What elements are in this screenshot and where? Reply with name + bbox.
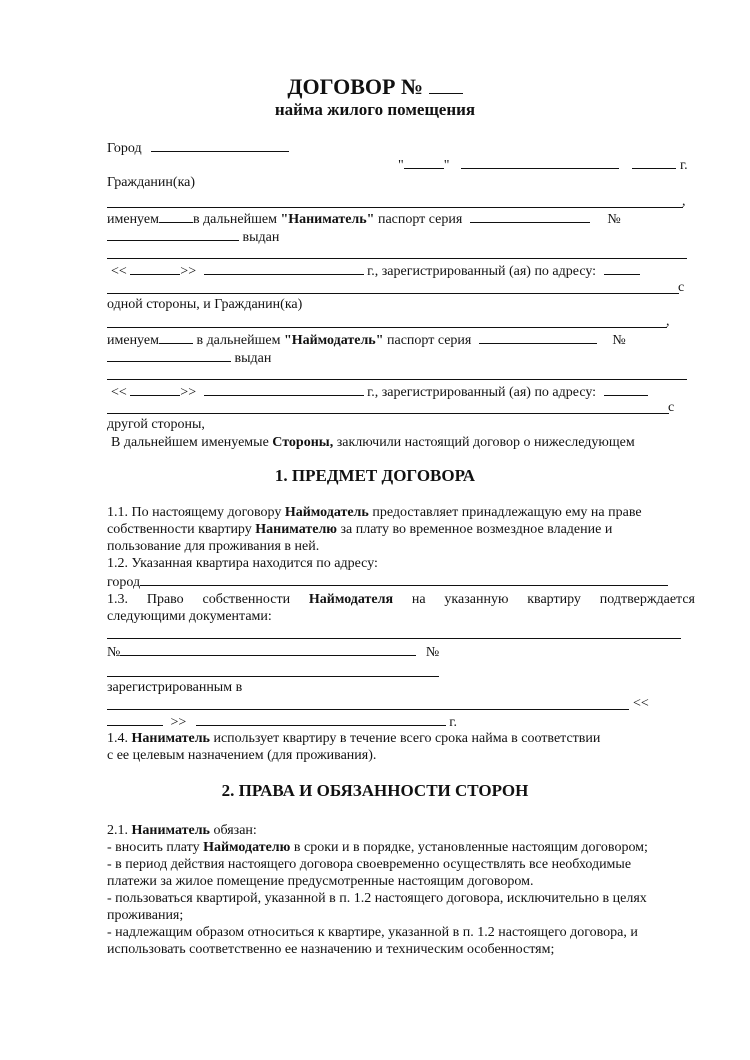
city-line: Город [107, 139, 289, 157]
registered-in-blank [107, 709, 629, 710]
obligation-item-2: - в период действия настоящего договора своевременно осуществлять все необходимые [107, 857, 632, 872]
document-subtitle: найма жилого помещения [274, 100, 476, 119]
section2-heading: 2. ПРАВА И ОБЯЗАННОСТИ СТОРОН [221, 781, 529, 800]
party2-passport-number-blank [107, 349, 231, 362]
obligation-item-1: - вносить плату Наймодателю в сроки и в порядке, установленные настоящим договором; [107, 840, 648, 855]
party1-citizen-label: Гражданин(ка) [107, 175, 196, 190]
clause-1-4: 1.4. Наниматель использует квартиру в течение всего срока найма в соответствии [107, 731, 601, 746]
date-line: " " г. [398, 158, 688, 173]
party1-date-line: << >> г., зарегистрированный (ая) по адресу: [111, 262, 640, 280]
registration-date-line: >> г. [107, 713, 457, 731]
document-number-line: № № [107, 645, 440, 660]
clause-2-1: 2.1. Наниматель обязан: [107, 823, 257, 838]
party2-passport-series-blank [479, 331, 597, 344]
month-blank [461, 156, 619, 169]
party1-address-blank [107, 293, 679, 294]
registered-in-label: зарегистрированным в [107, 680, 243, 695]
city-blank [151, 139, 289, 152]
document-number-blank [107, 676, 439, 677]
party1-named-line: именуем в дальнейшем "Наниматель" паспорт серия № [107, 212, 621, 227]
section1-heading: 1. ПРЕДМЕТ ДОГОВОРА [274, 466, 476, 485]
clause-1-3: 1.3. Право собственности Наймодателя на указанную квартиру подтверждается [107, 592, 695, 607]
clause-1-1: 1.1. По настоящему договору Наймодатель предоставляет принадлежащую ему на праве [107, 505, 642, 520]
documents-blank [107, 638, 681, 639]
contract-page: ДОГОВОР № найма жилого помещения Город " " г. Гражданин(ка) , именуем в дальнейшем "Наниматель" паспорт серия № выдан << >> г., зарегистрированный (ая) по адресу: с одной стороны, и Гражданин(ка) , именуем в дальнейшем "Наймодатель" паспорт серия № выдан << >> г., зарегистрированный (ая) по адресу: с другой стороны, В дальнейшем именуемые Стороны, заключили настоящий договор о нижеследующем 1. ПРЕДМЕТ ДОГОВОРА 1.1. По настоящему договору Наймодатель предоставляет принадлежащую ему на праве собственности квартиру Нанимателю за плату во временное возмездное владение и пользование для проживания в ней. 1.2. Указанная квартира находится по адресу: город 1.3. Право собственности Наймодателя на указанную квартиру подтверждается следующими документами: № № зарегистрированным в << >> г. 1.4. Наниматель использует квартиру в течение всего срока найма в соответствии с ее целевым назначением (для проживания). 2. ПРАВА И ОБЯЗАННОСТИ СТОРОН 2.1. Наниматель обязан: - вносить плату Наймодателю в сроки и в порядке, установленные настоящим договором; - в период действия настоящего договора своевременно осуществлять все необходимые платежи за жилое помещение предусмотренные настоящим договором. - пользоваться квартирой, указанной в п. 1.2 настоящего договора, исключительно в целях проживания; - надлежащим образом относиться к квартире, указанной в п. 1.2 настоящего договора, и использовать соответственно ее назначению и техническим особенностям; [0, 0, 750, 1060]
obligation-item-3: - пользоваться квартирой, указанной в п. 1.2 настоящего договора, исключительно в целях [107, 891, 647, 906]
party2-address-blank [107, 413, 669, 414]
conclusion-line: В дальнейшем именуемые Стороны, заключили настоящий договор о нижеследующем [111, 435, 635, 450]
address-city-line: город [107, 573, 668, 591]
party2-name-blank [107, 327, 667, 328]
contract-number-blank [429, 75, 463, 94]
party2-date-line: << >> г., зарегистрированный (ая) по адресу: [111, 383, 648, 401]
clause-1-2: 1.2. Указанная квартира находится по адресу: [107, 556, 378, 571]
day-blank [404, 156, 444, 169]
party1-issued-by-blank [107, 258, 687, 259]
document-title: ДОГОВОР № [0, 74, 750, 100]
party2-named-line: именуем в дальнейшем "Наймодатель" паспорт серия № [107, 333, 626, 348]
party1-passport-number-blank [107, 228, 239, 241]
year-blank [632, 156, 676, 169]
party1-issued-line: выдан [107, 228, 279, 246]
party1-passport-series-blank [470, 210, 590, 223]
party2-issued-by-blank [107, 379, 687, 380]
obligation-item-4: - надлежащим образом относиться к квартире, указанной в п. 1.2 настоящего договора, и [107, 925, 638, 940]
party1-name-blank [107, 207, 683, 208]
party2-issued-line: выдан [107, 349, 271, 367]
apartment-address-blank [140, 573, 668, 586]
